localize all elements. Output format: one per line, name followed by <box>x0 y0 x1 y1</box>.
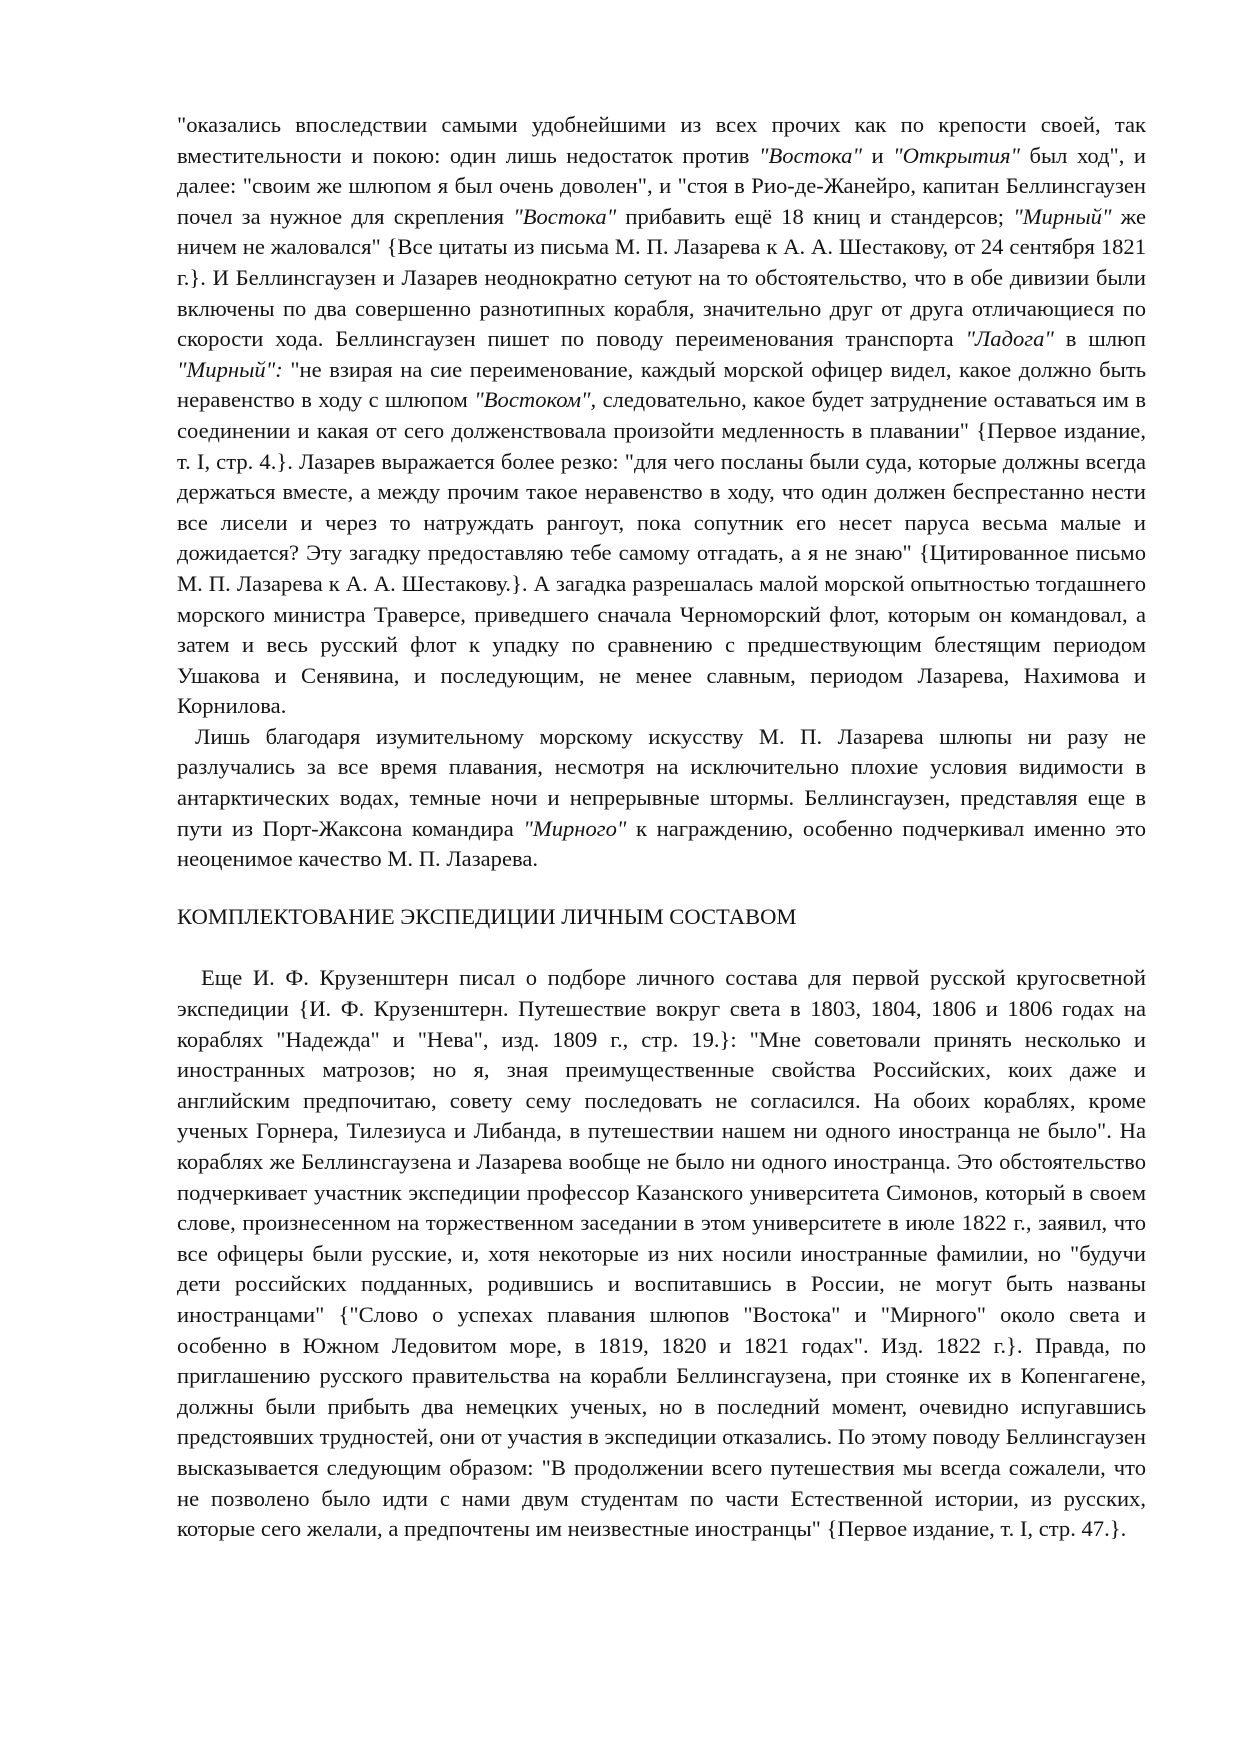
italic-text-segment: "Востоком", <box>474 387 597 413</box>
paragraph-1 <box>177 110 1146 722</box>
text-segment: к награждению, особенно подчеркивал именно это неоценимое качество М. П. Лазарева. <box>177 815 1146 872</box>
text-segment: Лишь благодаря изумительному морскому искусству М. П. Лазарева шлюпы ни разу не разлучались за все время плавания, несмотря на исключительно плохие условия видимости в антарктических водах, темные ночи и непрерывные штормы. Беллинсгаузен, представляя еще в пути из Порт-Жаксона командира <box>177 723 1146 841</box>
italic-text-segment: "Мирного" <box>523 815 627 841</box>
italic-text-segment: "Открытия" <box>893 142 1020 168</box>
document-page <box>177 110 1146 1545</box>
italic-text-segment: "Востока" <box>758 142 862 168</box>
text-segment: же ничем не жаловался" {Все цитаты из письма М. П. Лазарева к А. А. Шестакову, от 24 сентября 1821 г.}. И Беллинсгаузен и Лазарев неоднократно сетуют на то обстоятельство, что в обе дивизии были включены по два совершенно разнотипных корабля, значительно друг от друга отличающиеся по скорости хода. Беллинсгаузен пишет по поводу переименования транспорта <box>177 203 1146 352</box>
text-segment: в шлюп <box>1053 326 1147 352</box>
paragraph-2 <box>177 722 1146 875</box>
text-segment: "не взирая на сие переименование, каждый морской офицер видел, какое должно быть неравенство в ходу с шлюпом <box>177 356 1146 413</box>
text-segment: и <box>861 142 894 168</box>
text-segment: прибавить ещё 18 книц и стандерсов; <box>616 203 1014 229</box>
italic-text-segment: "Ладога" <box>965 326 1054 352</box>
italic-text-segment: "Востока" <box>513 203 617 229</box>
text-segment: следовательно, какое будет затруднение оставаться им в соединении и какая от сего долженствовала произойти медленность в плавании" {Первое издание, т. I, стр. 4.}. Лазарев выражается более резко: "для чего посланы были суда, которые должны всегда держаться вместе, а между прочим такое неравенство в ходу, что один должен беспрестанно нести все лисели и через то натруждать рангоут, пока сопутник его несет паруса весьма малые и дожидается? Эту загадку предоставляю тебе самому отгадать, а я не знаю" {Цитированное письмо М. П. Лазарева к А. А. Шестакову.}. А загадка разрешалась малой морской опытностью тогдашнего морского министра Траверсе, приведшего сначала Черноморский флот, которым он командовал, а затем и весь русский флот к упадку по сравнению с предшествующим блестящим периодом Ушакова и Сенявина, и последующим, не менее славным, периодом Лазарева, Нахимова и Корнилова. <box>177 387 1146 719</box>
italic-text-segment: "Мирный": <box>177 356 283 382</box>
paragraph-3 <box>177 963 1146 1544</box>
text-segment: "оказались впоследствии самыми удобнейшими из всех прочих как по крепости своей, так вместительности и покою: один лишь недостаток против <box>177 112 1146 168</box>
text-segment: Еще И. Ф. Крузенштерн писал о подборе личного состава для первой русской кругосветной экспедиции {И. Ф. Крузенштерн. Путешествие вокруг света в 1803, 1804, 1806 и 1806 годах на кораблях "Надежда" и "Нева", изд. 1809 г., стр. 19.}: "Мне советовали принять несколько и иностранных матрозов; но я, зная преимущественные свойства Российских, коих даже и английским предпочитаю, совету сему последовать не согласился. На обоих кораблях, кроме ученых Горнера, Тилезиуса и Либанда, в путешествии нашем ни одного иностранца не было". На кораблях же Беллинсгаузена и Лазарева вообще не было ни одного иностранца. Это обстоятельство подчеркивает участник экспедиции профессор Казанского университета Симонов, который в своем слове, произнесенном на торжественном заседании в этом университете в июле 1822 г., заявил, что все офицеры были русские, и, хотя некоторые из них носили иностранные фамилии, но "будучи дети российских подданных, родившись и воспитавшись в России, не могут быть названы иностранцами" {"Слово о успехах плавания шлюпов "Востока" и "Мирного" около света и особенно в Южном Ледовитом море, в 1819, 1820 и 1821 годах". Изд. 1822 г.}. Правда, по приглашению русского правительства на корабли Беллинсгаузена, при стоянке их в Копенгагене, должны были прибыть два немецких ученых, но в последний момент, очевидно испугавшись предстоявших трудностей, они от участия в экспедиции отказались. По этому поводу Беллинсгаузен высказывается следующим образом: "В продолжении всего путешествия мы всегда сожалели, что не позволено было идти с нами двум студентам по части Естественной истории, из русских, которые сего желали, а предпочтены им неизвестные иностранцы" {Первое издание, т. I, стр. 47.}. <box>177 965 1146 1542</box>
text-segment: был ход", и далее: "своим же шлюпом я был очень доволен", и "стоя в Рио-де-Жанейро, капитан Беллинсгаузен почел за нужное для скрепления <box>177 142 1147 229</box>
italic-text-segment: "Мирный" <box>1013 203 1112 229</box>
section-heading: КОМПЛЕКТОВАНИЕ ЭКСПЕДИЦИИ ЛИЧНЫМ СОСТАВОМ <box>177 903 797 929</box>
